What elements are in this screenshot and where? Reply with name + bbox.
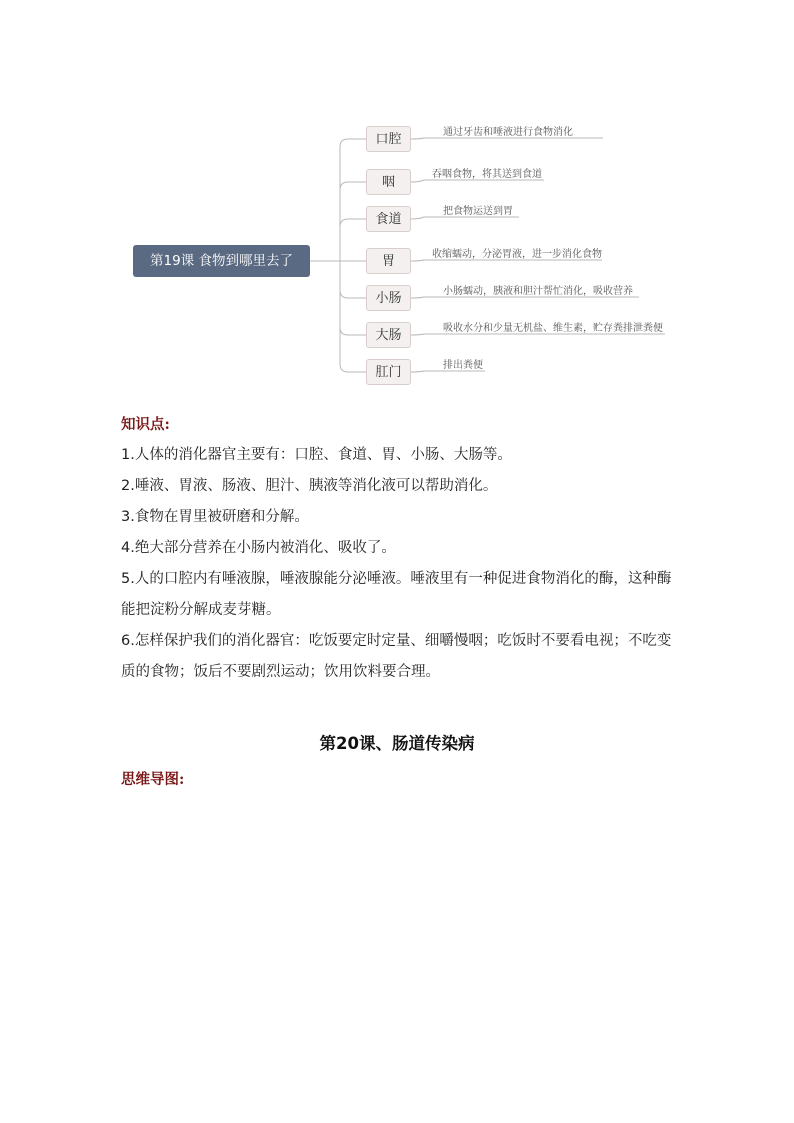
branch-connector: [340, 182, 366, 261]
desc-connector: [411, 371, 485, 372]
knowledge-point-2: 2.唾液、胃液、肠液、胆汁、胰液等消化液可以帮助消化。: [121, 478, 498, 494]
mind-map-subheading: 思维导图:: [121, 771, 185, 788]
branch-connector: [340, 219, 366, 261]
desc-connector: [411, 180, 544, 182]
mind-map-root: 第19课 食物到哪里去了: [133, 245, 310, 277]
lesson-20-title: 第20课、肠道传染病: [319, 734, 475, 753]
knowledge-heading: 知识点:: [121, 416, 170, 433]
mind-map-node: 大肠: [366, 322, 411, 348]
desc-connector: [411, 297, 639, 298]
mind-map-node-description: 通过牙齿和唾液进行食物消化: [443, 127, 573, 138]
desc-connector: [411, 260, 602, 261]
mind-map-node-description: 收缩蠕动，分泌胃液，进一步消化食物: [432, 249, 602, 260]
branch-connector: [340, 139, 366, 261]
mind-map-node-description: 吸收水分和少量无机盐、维生素，贮存粪排泄粪便: [443, 323, 663, 334]
mind-map-node: 食道: [366, 206, 411, 232]
knowledge-point-3: 3.食物在胃里被研磨和分解。: [121, 509, 309, 525]
mind-map-node-description: 小肠蠕动，胰液和胆汁帮忙消化，吸收营养: [443, 286, 633, 297]
mind-map-node-description: 排出粪便: [443, 360, 483, 371]
knowledge-point-1: 1.人体的消化器官主要有：口腔、食道、胃、小肠、大肠等。: [121, 447, 512, 463]
knowledge-point-6: 6.怎样保护我们的消化器官：吃饭要定时定量、细嚼慢咽；吃饭时不要看电视；不吃变质的食物；饭后不要剧烈运动；饮用饮料要合理。: [121, 633, 672, 680]
mind-map-node: 肛门: [366, 359, 411, 385]
desc-connector: [411, 217, 519, 219]
mind-map-node: 胃: [366, 248, 411, 274]
knowledge-point-4: 4.绝大部分营养在小肠内被消化、吸收了。: [121, 540, 396, 556]
desc-connector: [411, 334, 665, 335]
mind-map-node: 小肠: [366, 285, 411, 311]
mind-map-node-description: 把食物运送到胃: [443, 206, 513, 217]
mind-map-node-description: 吞咽食物，将其送到食道: [432, 169, 542, 180]
branch-connector: [340, 261, 366, 372]
desc-connector: [411, 138, 603, 139]
knowledge-point-5: 5.人的口腔内有唾液腺，唾液腺能分泌唾液。唾液里有一种促进食物消化的酶，这种酶能把淀粉分解成麦芽糖。: [121, 571, 672, 618]
mind-map: [0, 0, 794, 400]
mind-map-node: 口腔: [366, 126, 411, 152]
mind-map-node: 咽: [366, 169, 411, 195]
branch-connector: [340, 261, 366, 298]
